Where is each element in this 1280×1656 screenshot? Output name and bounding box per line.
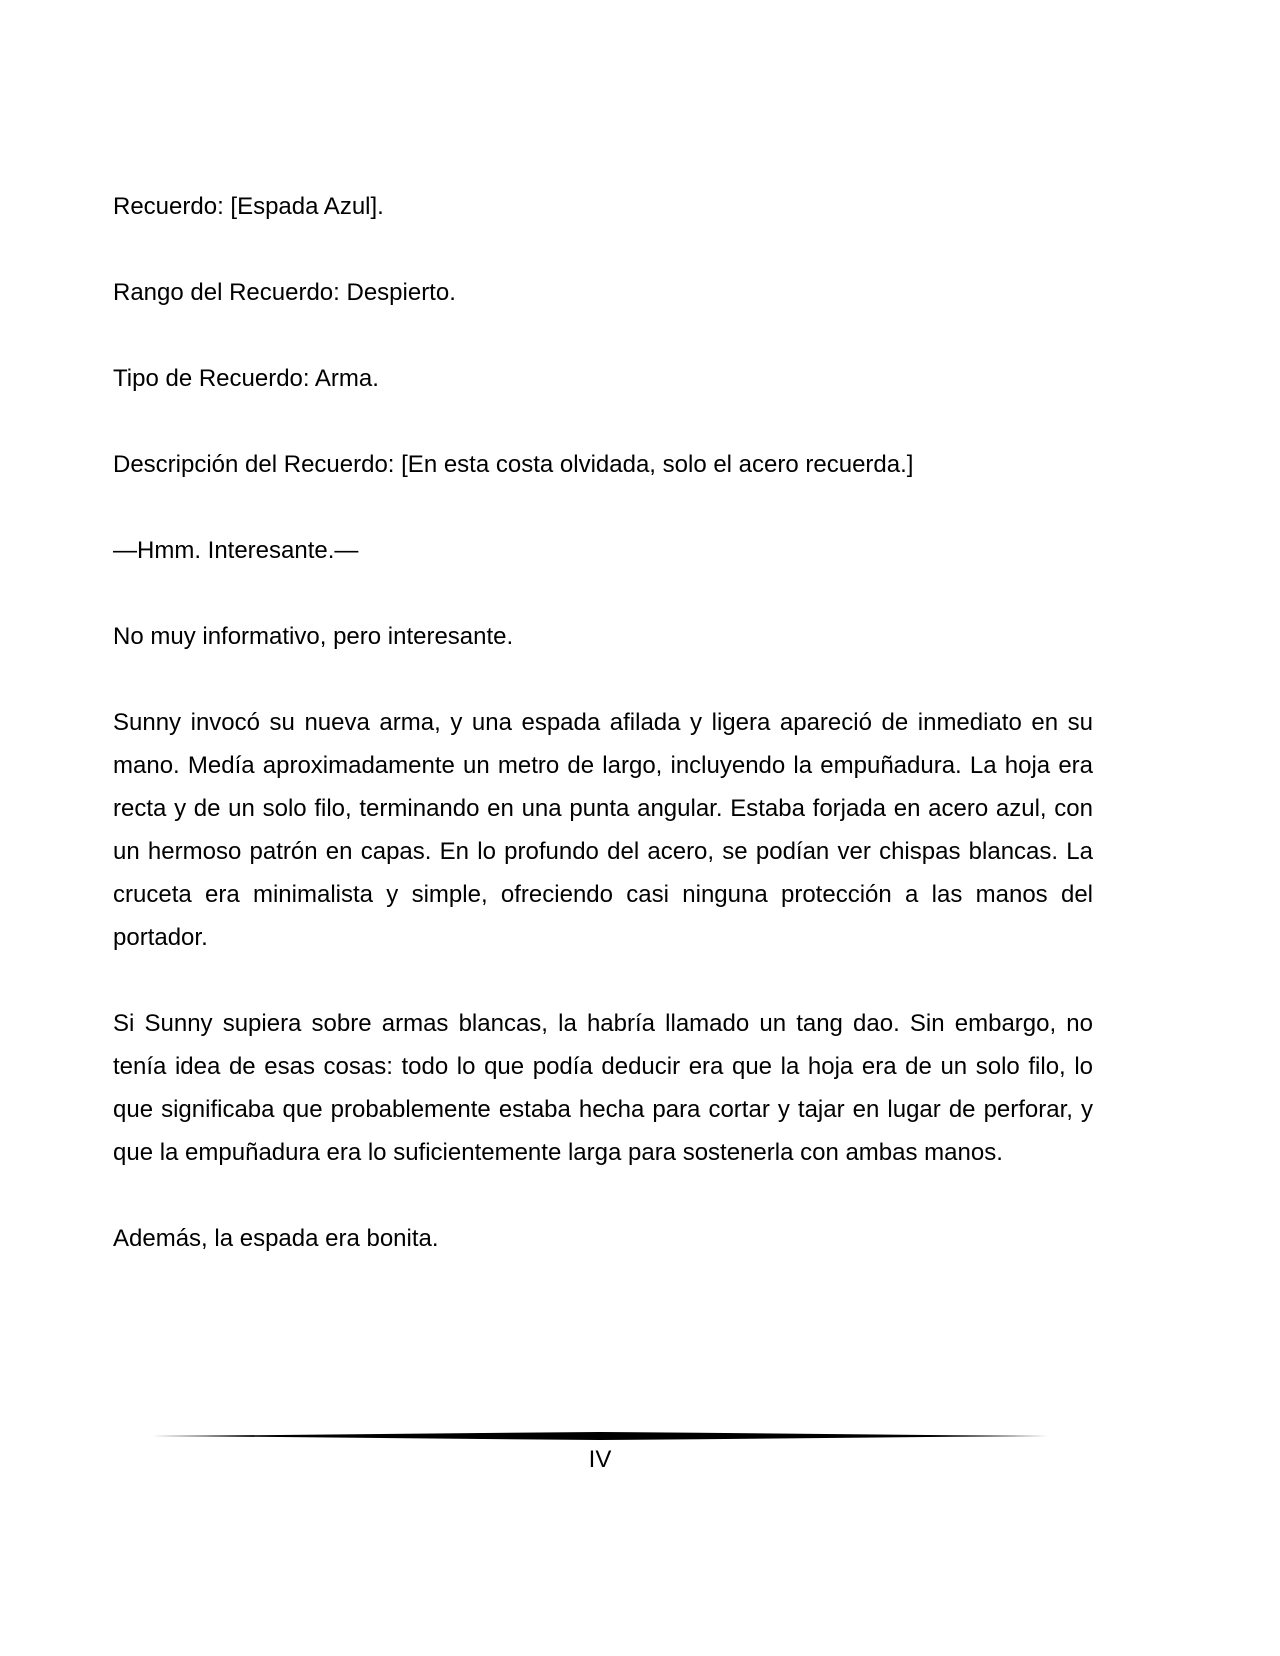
paragraph: No muy informativo, pero interesante. (113, 623, 514, 650)
dialogue-line: —Hmm. Interesante.— (113, 537, 359, 564)
memory-type-line: Tipo de Recuerdo: Arma. (113, 365, 379, 392)
paragraph: Sunny invocó su nueva arma, y una espada afilada y ligera apareció de inmediato en su mano. Medía aproximadamente un metro de largo, incluyendo la empuñadura. La hoja era recta y de un solo filo, terminando en una punta angular. Estaba forjada en acero azul, con un hermoso patrón en capas. En lo profundo del acero, se podían ver chispas blancas. La cruceta era minimalista y simple, ofreciendo casi ninguna protección a las manos del portador. (113, 709, 1093, 951)
memory-rank-line: Rango del Recuerdo: Despierto. (113, 279, 456, 306)
paragraph: Si Sunny supiera sobre armas blancas, la habría llamado un tang dao. Sin embargo, no tenía idea de esas cosas: todo lo que podía deducir era que la hoja era de un solo filo, lo que significaba que probablemente estaba hecha para cortar y tajar en lugar de perforar, y que la empuñadura era lo suficientemente larga para sostenerla con ambas manos. (113, 1010, 1093, 1166)
footer-divider (152, 1429, 1048, 1443)
paragraph: Además, la espada era bonita. (113, 1225, 439, 1252)
memory-name-line: Recuerdo: [Espada Azul]. (113, 193, 384, 220)
document-body (113, 185, 1093, 1303)
memory-description-line: Descripción del Recuerdo: [En esta costa olvidada, solo el acero recuerda.] (113, 451, 914, 478)
page-number: IV (588, 1446, 612, 1473)
